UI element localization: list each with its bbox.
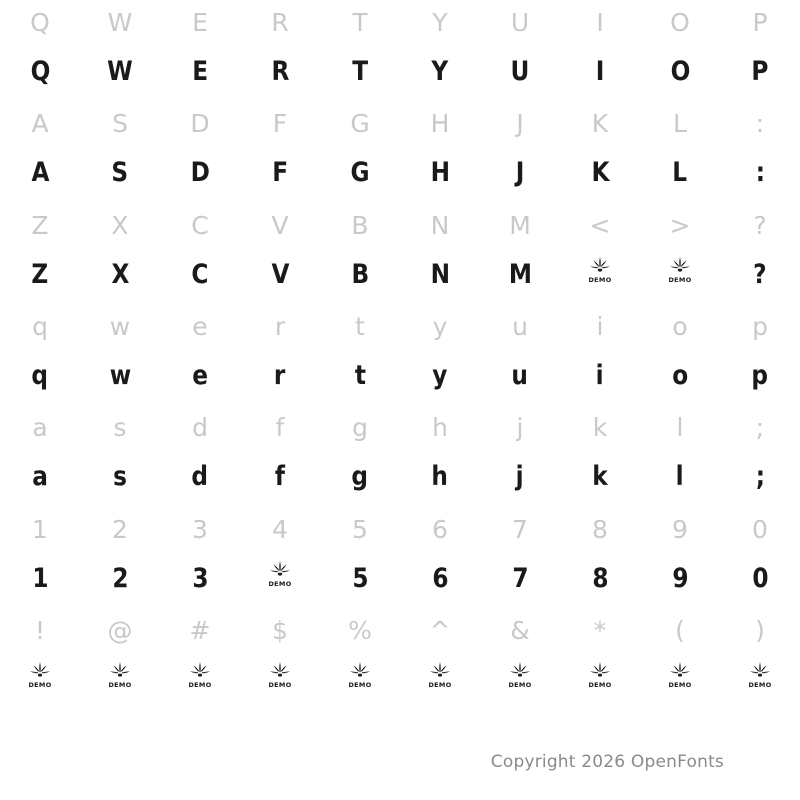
rendered-glyph: 5 [351, 562, 369, 594]
reference-character: 4 [272, 514, 288, 544]
glyph-cell[interactable] [400, 507, 480, 608]
glyph-cell[interactable] [720, 406, 800, 507]
reference-character: % [348, 616, 372, 646]
demo-mark-icon [267, 660, 293, 690]
reference-character: y [432, 312, 448, 342]
glyph-cell[interactable] [720, 507, 800, 608]
reference-character: : [755, 109, 765, 139]
glyph-cell[interactable] [720, 203, 800, 304]
rendered-glyph: U [510, 55, 530, 87]
reference-character: ) [755, 616, 765, 646]
glyph-cell[interactable] [560, 608, 640, 709]
rendered-glyph: 1 [31, 562, 49, 594]
rendered-glyph: Q [30, 55, 50, 87]
glyph-cell[interactable] [320, 0, 400, 101]
rendered-glyph: o [672, 360, 688, 391]
reference-character: T [352, 7, 368, 37]
reference-character: 5 [352, 514, 368, 544]
reference-character: X [111, 210, 129, 240]
glyph-cell[interactable] [640, 608, 720, 709]
rendered-glyph: f [274, 461, 286, 493]
glyph-cell[interactable] [80, 507, 160, 608]
rendered-glyph: 7 [511, 562, 529, 594]
rendered-glyph: Z [31, 258, 49, 290]
rendered-glyph: d [191, 461, 209, 493]
glyph-cell[interactable] [240, 304, 320, 405]
demo-mark-icon [267, 559, 293, 589]
glyph-cell[interactable] [640, 406, 720, 507]
reference-character: < [589, 210, 611, 240]
reference-character: L [673, 109, 687, 139]
glyph-cell[interactable] [0, 101, 80, 202]
svg-text:DEMO: DEMO [748, 681, 772, 690]
rendered-glyph: M [508, 258, 532, 290]
glyph-cell[interactable] [320, 101, 400, 202]
reference-character: W [107, 7, 133, 37]
glyph-cell[interactable] [720, 101, 800, 202]
rendered-glyph: e [192, 360, 208, 391]
rendered-glyph: T [352, 55, 368, 87]
rendered-glyph: s [113, 461, 127, 493]
reference-character: Z [31, 210, 49, 240]
glyph-cell[interactable] [560, 101, 640, 202]
reference-character: @ [107, 616, 133, 646]
svg-text:DEMO: DEMO [268, 579, 292, 588]
rendered-glyph: 6 [431, 562, 449, 594]
glyph-cell[interactable] [400, 101, 480, 202]
reference-character: I [596, 7, 604, 37]
glyph-cell[interactable] [160, 0, 240, 101]
missing-glyph-demo-icon [267, 559, 293, 589]
reference-character: g [352, 413, 368, 443]
reference-character: R [271, 7, 289, 37]
reference-character: > [669, 210, 691, 240]
glyph-cell[interactable] [640, 101, 720, 202]
rendered-glyph: w [109, 360, 131, 391]
reference-character: 3 [192, 514, 208, 544]
reference-character: D [190, 109, 210, 139]
glyph-cell[interactable] [640, 507, 720, 608]
glyph-cell[interactable] [320, 203, 400, 304]
missing-glyph-demo-icon [667, 255, 693, 285]
reference-character: ; [755, 413, 765, 443]
rendered-glyph: y [432, 360, 448, 391]
glyph-cell[interactable] [320, 304, 400, 405]
reference-character: ( [675, 616, 685, 646]
glyph-cell[interactable] [720, 0, 800, 101]
rendered-glyph: B [351, 258, 369, 290]
glyph-cell[interactable] [400, 203, 480, 304]
glyph-cell[interactable] [0, 608, 80, 709]
reference-character: C [191, 210, 209, 240]
missing-glyph-demo-icon [187, 660, 213, 690]
rendered-glyph: Y [431, 55, 449, 87]
rendered-glyph: 0 [751, 562, 769, 594]
missing-glyph-demo-icon [747, 660, 773, 690]
glyph-cell[interactable] [240, 101, 320, 202]
rendered-glyph: X [111, 258, 129, 290]
reference-character: j [516, 413, 524, 443]
glyph-cell[interactable] [80, 608, 160, 709]
glyph-cell[interactable] [320, 406, 400, 507]
svg-text:DEMO: DEMO [588, 275, 612, 284]
reference-character: 1 [32, 514, 48, 544]
glyph-cell[interactable] [0, 304, 80, 405]
rendered-glyph: : [755, 157, 765, 189]
reference-character: A [31, 109, 49, 139]
reference-character: 9 [672, 514, 688, 544]
reference-character: $ [272, 616, 288, 646]
reference-character: ? [753, 210, 767, 240]
reference-character: s [113, 413, 127, 443]
glyph-cell[interactable] [240, 203, 320, 304]
glyph-cell[interactable] [160, 203, 240, 304]
glyph-cell[interactable] [560, 507, 640, 608]
reference-character: E [192, 7, 208, 37]
reference-character: t [355, 312, 365, 342]
rendered-glyph: q [31, 360, 49, 391]
rendered-glyph: K [590, 157, 610, 189]
glyph-cell[interactable] [160, 406, 240, 507]
missing-glyph-demo-icon [267, 660, 293, 690]
svg-text:DEMO: DEMO [508, 681, 532, 690]
glyph-cell[interactable] [560, 0, 640, 101]
glyph-cell[interactable] [720, 304, 800, 405]
missing-glyph-demo-icon [107, 660, 133, 690]
reference-character: N [430, 210, 450, 240]
rendered-glyph: P [751, 55, 769, 87]
reference-character: O [670, 7, 690, 37]
reference-character: G [350, 109, 370, 139]
glyph-cell[interactable] [640, 0, 720, 101]
rendered-glyph: V [271, 258, 289, 290]
missing-glyph-demo-icon [667, 660, 693, 690]
glyph-cell[interactable] [80, 101, 160, 202]
missing-glyph-demo-icon [507, 660, 533, 690]
rendered-glyph: l [676, 461, 684, 493]
rendered-glyph: E [192, 55, 208, 87]
reference-character: K [591, 109, 609, 139]
glyph-cell[interactable] [640, 304, 720, 405]
reference-character: r [274, 312, 286, 342]
reference-character: 0 [752, 514, 768, 544]
glyph-cell[interactable] [0, 203, 80, 304]
glyph-cell[interactable] [160, 608, 240, 709]
demo-mark-icon [667, 660, 693, 690]
rendered-glyph: 3 [191, 562, 209, 594]
rendered-glyph: F [272, 157, 288, 189]
glyph-cell[interactable] [240, 608, 320, 709]
demo-mark-icon [187, 660, 213, 690]
demo-mark-icon [667, 255, 693, 285]
rendered-glyph: 2 [111, 562, 129, 594]
glyph-cell[interactable] [0, 0, 80, 101]
reference-character: a [32, 413, 48, 443]
rendered-glyph: J [515, 157, 525, 189]
reference-character: e [192, 312, 208, 342]
reference-character: M [509, 210, 531, 240]
rendered-glyph: u [511, 360, 529, 391]
glyph-cell[interactable] [320, 507, 400, 608]
reference-character: Y [432, 7, 448, 37]
reference-character: V [271, 210, 289, 240]
demo-mark-icon [347, 660, 373, 690]
reference-character: # [189, 616, 211, 646]
reference-character: o [672, 312, 688, 342]
glyph-cell[interactable] [240, 406, 320, 507]
rendered-glyph: L [672, 157, 688, 189]
missing-glyph-demo-icon [27, 660, 53, 690]
rendered-glyph: i [596, 360, 604, 391]
rendered-glyph: H [430, 157, 450, 189]
reference-character: * [593, 616, 607, 646]
svg-text:DEMO: DEMO [588, 681, 612, 690]
demo-mark-icon [107, 660, 133, 690]
glyph-cell[interactable] [400, 608, 480, 709]
rendered-glyph: r [274, 360, 286, 391]
glyph-cell[interactable] [480, 608, 560, 709]
reference-character: l [676, 413, 684, 443]
rendered-glyph: I [595, 55, 605, 87]
reference-character: p [752, 312, 768, 342]
glyph-cell[interactable] [400, 0, 480, 101]
rendered-glyph: p [751, 360, 769, 391]
rendered-glyph: h [431, 461, 449, 493]
demo-mark-icon [587, 660, 613, 690]
glyph-cell[interactable] [160, 304, 240, 405]
reference-character: 2 [112, 514, 128, 544]
svg-text:DEMO: DEMO [108, 681, 132, 690]
svg-text:DEMO: DEMO [28, 681, 52, 690]
glyph-cell[interactable] [320, 608, 400, 709]
demo-mark-icon [587, 255, 613, 285]
rendered-glyph: k [592, 461, 608, 493]
reference-character: F [272, 109, 288, 139]
rendered-glyph: R [271, 55, 289, 87]
rendered-glyph: D [190, 157, 210, 189]
glyph-cell[interactable] [720, 608, 800, 709]
rendered-glyph: ; [755, 461, 765, 493]
svg-text:DEMO: DEMO [348, 681, 372, 690]
glyph-cell[interactable] [80, 203, 160, 304]
reference-character: J [516, 109, 524, 139]
rendered-glyph: ? [753, 258, 767, 290]
reference-character: 6 [432, 514, 448, 544]
copyright-footer: Copyright 2026 OpenFonts [490, 752, 724, 772]
rendered-glyph: 8 [591, 562, 609, 594]
glyph-cell[interactable] [0, 507, 80, 608]
rendered-glyph: C [191, 258, 209, 290]
reference-character: ! [34, 616, 46, 646]
glyph-cell[interactable] [80, 406, 160, 507]
glyph-cell[interactable] [640, 203, 720, 304]
missing-glyph-demo-icon [587, 255, 613, 285]
reference-character: k [592, 413, 608, 443]
rendered-glyph: N [430, 258, 450, 290]
glyph-cell[interactable] [160, 101, 240, 202]
glyph-cell[interactable] [480, 101, 560, 202]
reference-character: B [351, 210, 369, 240]
reference-character: U [510, 7, 530, 37]
svg-text:DEMO: DEMO [428, 681, 452, 690]
reference-character: u [512, 312, 528, 342]
reference-character: Q [30, 7, 50, 37]
rendered-glyph: G [350, 157, 370, 189]
svg-text:DEMO: DEMO [268, 681, 292, 690]
missing-glyph-demo-icon [347, 660, 373, 690]
glyph-cell[interactable] [160, 507, 240, 608]
rendered-glyph: g [351, 461, 369, 493]
reference-character: q [32, 312, 48, 342]
reference-character: i [596, 312, 604, 342]
glyph-cell[interactable] [400, 304, 480, 405]
demo-mark-icon [507, 660, 533, 690]
rendered-glyph: W [107, 55, 133, 87]
demo-mark-icon [747, 660, 773, 690]
missing-glyph-demo-icon [427, 660, 453, 690]
glyph-cell[interactable] [560, 203, 640, 304]
glyph-cell[interactable] [480, 507, 560, 608]
glyph-cell[interactable] [560, 304, 640, 405]
glyph-cell[interactable] [480, 406, 560, 507]
svg-text:DEMO: DEMO [668, 275, 692, 284]
reference-character: 8 [592, 514, 608, 544]
demo-mark-icon [27, 660, 53, 690]
rendered-glyph: t [354, 360, 366, 391]
glyph-cell[interactable] [240, 0, 320, 101]
svg-text:DEMO: DEMO [668, 681, 692, 690]
rendered-glyph: j [516, 461, 524, 493]
glyph-cell[interactable] [480, 304, 560, 405]
svg-text:DEMO: DEMO [188, 681, 212, 690]
glyph-cell[interactable] [480, 203, 560, 304]
glyph-cell[interactable] [400, 406, 480, 507]
glyph-cell[interactable] [480, 0, 560, 101]
reference-character: f [275, 413, 285, 443]
reference-character: w [109, 312, 131, 342]
reference-character: 7 [512, 514, 528, 544]
rendered-glyph: O [670, 55, 690, 87]
demo-mark-icon [427, 660, 453, 690]
glyph-cell[interactable] [560, 406, 640, 507]
reference-character: P [752, 7, 768, 37]
glyph-cell[interactable] [0, 406, 80, 507]
glyph-cell[interactable] [80, 304, 160, 405]
rendered-glyph: 9 [671, 562, 689, 594]
reference-character: & [510, 616, 530, 646]
rendered-glyph: S [111, 157, 129, 189]
glyph-cell[interactable] [80, 0, 160, 101]
rendered-glyph: A [31, 157, 49, 189]
missing-glyph-demo-icon [587, 660, 613, 690]
reference-character: d [192, 413, 208, 443]
reference-character: ^ [429, 616, 451, 646]
glyph-cell[interactable] [240, 507, 320, 608]
reference-character: H [430, 109, 450, 139]
reference-character: S [112, 109, 128, 139]
rendered-glyph: a [32, 461, 48, 493]
reference-character: h [432, 413, 448, 443]
